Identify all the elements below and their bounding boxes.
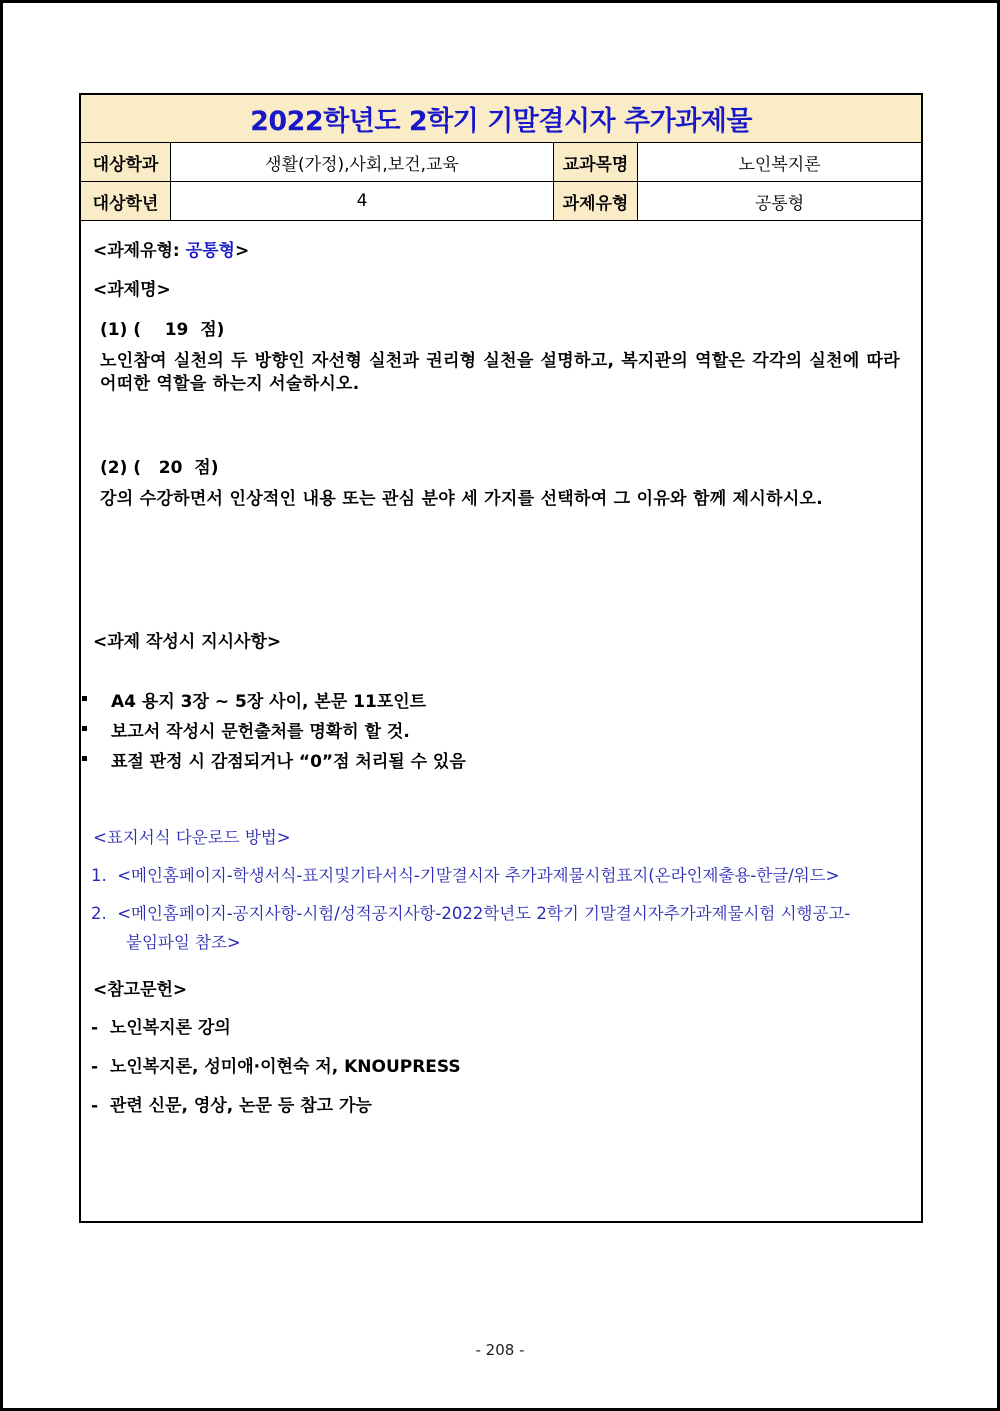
download-item-2[interactable]: 2. <메인홈페이지-공지사항-시험/성적공지사항-2022학년도 2학기 기말결시자추가과제물시험 시행공고- bbox=[91, 904, 851, 923]
instruction-item: 표절 판정 시 감점되거나 “0”점 처리될 수 있음 bbox=[111, 752, 466, 772]
year-label: 대상학년 bbox=[81, 182, 171, 220]
assignment-name-label: <과제명> bbox=[93, 280, 171, 300]
q2-points: (2) ( 20 점) bbox=[100, 458, 219, 478]
instructions-heading: <과제 작성시 지시사항> bbox=[93, 632, 282, 652]
download-item-2-continued[interactable]: 붙임파일 참조> bbox=[126, 933, 241, 952]
instruction-item: A4 용지 3장 ~ 5장 사이, 본문 11포인트 bbox=[111, 692, 427, 712]
bullet-icon bbox=[82, 726, 87, 731]
page-title: 2022학년도 2학기 기말결시자 추가과제물 bbox=[81, 95, 921, 143]
assignment-type-value: 공통형 bbox=[185, 241, 235, 261]
info-row-1 bbox=[81, 143, 921, 182]
page-number: - 208 - bbox=[475, 1341, 525, 1359]
assignment-sheet bbox=[79, 93, 923, 1223]
content-area bbox=[81, 221, 921, 1216]
reference-item: - 관련 신문, 영상, 논문 등 참고 가능 bbox=[91, 1096, 372, 1116]
download-heading: <표지서식 다운로드 방법> bbox=[93, 828, 291, 847]
reference-item: - 노인복지론, 성미애·이현숙 저, KNOUPRESS bbox=[91, 1057, 461, 1077]
assignment-type-suffix: > bbox=[234, 241, 250, 261]
dept-label: 대상학과 bbox=[81, 143, 171, 181]
type-label: 과제유형 bbox=[554, 182, 638, 220]
dept-value: 생활(가정),사회,보건,교육 bbox=[171, 143, 554, 181]
q2-text: 강의 수강하면서 인상적인 내용 또는 관심 분야 세 가지를 선택하여 그 이유와 함께 제시하시오. bbox=[100, 489, 824, 509]
download-item-1[interactable]: 1. <메인홈페이지-학생서식-표지및기타서식-기말결시자 추가과제물시험표지(온라인제출용-한글/워드> bbox=[91, 866, 840, 885]
year-value: 4 bbox=[171, 182, 554, 220]
q1-text: 노인참여 실천의 두 방향인 자선형 실천과 권리형 실천을 설명하고, 복지관의 역할은 각각의 실천에 따라 어떠한 역할을 하는지 서술하시오. bbox=[100, 351, 900, 394]
subject-label: 교과목명 bbox=[554, 143, 638, 181]
references-heading: <참고문헌> bbox=[93, 980, 188, 1000]
type-value: 공통형 bbox=[754, 193, 805, 214]
assignment-type bbox=[93, 236, 249, 261]
bullet-icon bbox=[82, 696, 87, 701]
assignment-type-prefix: <과제유형: bbox=[93, 241, 186, 261]
info-row-2 bbox=[81, 182, 921, 221]
bullet-icon bbox=[82, 756, 87, 761]
reference-item: - 노인복지론 강의 bbox=[91, 1018, 231, 1038]
subject-value: 노인복지론 bbox=[738, 154, 821, 175]
instruction-item: 보고서 작성시 문헌출처를 명확히 할 것. bbox=[111, 722, 410, 742]
q1-points: (1) ( 19 점) bbox=[100, 320, 225, 340]
